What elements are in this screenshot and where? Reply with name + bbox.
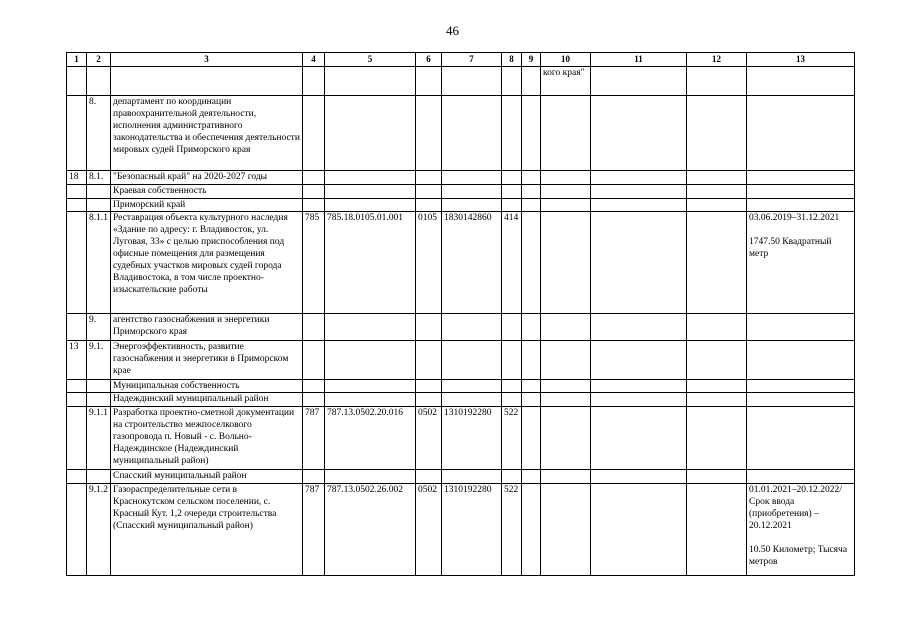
capacity-text: 1747.50 Квадратный метр	[749, 237, 832, 259]
column-header: 9	[522, 53, 541, 67]
cell-name: "Безопасный край" на 2020-2027 годы	[111, 171, 303, 185]
cell-col11	[591, 314, 687, 341]
cell-col11	[591, 96, 687, 171]
cell-target-article	[442, 380, 502, 393]
cell-col11	[591, 484, 687, 576]
cell-col12	[687, 484, 747, 576]
cell-number	[67, 185, 87, 199]
cell-col11	[591, 380, 687, 393]
cell-col13	[747, 67, 855, 96]
cell-number	[67, 96, 87, 171]
cell-expense-type	[502, 96, 522, 171]
cell-col10	[541, 341, 591, 380]
cell-expense-type: 522	[502, 407, 522, 470]
cell-col10	[541, 185, 591, 199]
cell-number: 18	[67, 171, 87, 185]
table-row	[67, 484, 855, 576]
cell-col11	[591, 393, 687, 407]
cell-col10	[541, 393, 591, 407]
cell-target-article	[442, 96, 502, 171]
cell-target-article	[442, 67, 502, 96]
cell-number	[67, 199, 87, 212]
cell-col10	[541, 171, 591, 185]
cell-number	[67, 314, 87, 341]
cell-col12	[687, 212, 747, 314]
cell-expense-type	[502, 67, 522, 96]
cell-col12	[687, 341, 747, 380]
cell-col9	[522, 484, 541, 576]
cell-col13	[747, 171, 855, 185]
cell-code	[87, 199, 111, 212]
cell-code: 8.1.	[87, 171, 111, 185]
cell-col9	[522, 470, 541, 484]
cell-expense-type	[502, 470, 522, 484]
cell-object-code	[325, 470, 416, 484]
cell-object-code	[325, 199, 416, 212]
cell-grbs	[303, 341, 325, 380]
cell-object-code	[325, 171, 416, 185]
cell-section	[416, 314, 442, 341]
cell-name	[111, 67, 303, 96]
cell-section: 0105	[416, 212, 442, 314]
cell-col12	[687, 393, 747, 407]
cell-expense-type	[502, 171, 522, 185]
cell-col10	[541, 199, 591, 212]
cell-code	[87, 380, 111, 393]
cell-col10	[541, 484, 591, 576]
column-header: 1	[67, 53, 87, 67]
cell-target-article	[442, 199, 502, 212]
cell-col13	[747, 341, 855, 380]
cell-col12	[687, 470, 747, 484]
cell-name: Энергоэффективность, развитие газоснабжения и энергетики в Приморском крае	[111, 341, 303, 380]
cell-section	[416, 470, 442, 484]
column-header: 11	[591, 53, 687, 67]
table-row	[67, 67, 855, 96]
cell-code	[87, 185, 111, 199]
cell-code: 9.1.2	[87, 484, 111, 576]
cell-code: 9.	[87, 314, 111, 341]
cell-col10	[541, 380, 591, 393]
cell-col10	[541, 212, 591, 314]
cell-col10	[541, 470, 591, 484]
cell-number	[67, 393, 87, 407]
cell-col13	[747, 407, 855, 470]
column-header: 4	[303, 53, 325, 67]
cell-expense-type	[502, 314, 522, 341]
cell-object-code	[325, 341, 416, 380]
cell-section: 0502	[416, 407, 442, 470]
cell-code	[87, 393, 111, 407]
cell-section	[416, 393, 442, 407]
cell-number	[67, 470, 87, 484]
header-row	[67, 53, 855, 67]
cell-col13	[747, 314, 855, 341]
data-table	[66, 52, 855, 576]
cell-col13	[747, 393, 855, 407]
cell-col9	[522, 212, 541, 314]
cell-col13	[747, 470, 855, 484]
cell-object-code: 787.13.0502.20.016	[325, 407, 416, 470]
table-row	[67, 393, 855, 407]
column-header: 10	[541, 53, 591, 67]
period-text: 03.06.2019–31.12.2021	[749, 213, 840, 223]
cell-grbs	[303, 96, 325, 171]
cell-expense-type	[502, 393, 522, 407]
cell-col9	[522, 380, 541, 393]
cell-object-code: 787.13.0502.26.002	[325, 484, 416, 576]
cell-object-code	[325, 380, 416, 393]
capacity-text: 10.50 Километр; Тысяча метров	[749, 545, 848, 567]
cell-col10	[541, 407, 591, 470]
cell-section	[416, 199, 442, 212]
cell-number	[67, 67, 87, 96]
table-row	[67, 407, 855, 470]
cell-expense-type	[502, 199, 522, 212]
page-number: 46	[446, 23, 459, 38]
cell-section	[416, 185, 442, 199]
cell-number	[67, 484, 87, 576]
cell-name: Краевая собственность	[111, 185, 303, 199]
cell-code	[87, 67, 111, 96]
cell-name: Приморский край	[111, 199, 303, 212]
table-row	[67, 314, 855, 341]
cell-target-article	[442, 185, 502, 199]
cell-col9	[522, 341, 541, 380]
cell-grbs	[303, 314, 325, 341]
cell-col10: кого края"	[541, 67, 591, 96]
cell-grbs	[303, 171, 325, 185]
column-header: 13	[747, 53, 855, 67]
cell-expense-type	[502, 341, 522, 380]
cell-expense-type	[502, 185, 522, 199]
cell-col9	[522, 314, 541, 341]
cell-name: Реставрация объекта культурного наследия «Здание по адресу: г. Владивосток, ул. Луговая, 33» с целью приспособления под офисные помещения для размещения судебных участков мировых судей города Владивостока, в том числе проектно-изыскательские работы	[111, 212, 303, 314]
table-row	[67, 199, 855, 212]
cell-col9	[522, 407, 541, 470]
cell-col12	[687, 67, 747, 96]
cell-section	[416, 96, 442, 171]
cell-target-article: 1310192280	[442, 407, 502, 470]
cell-target-article	[442, 341, 502, 380]
cell-grbs: 785	[303, 212, 325, 314]
cell-col13	[747, 96, 855, 171]
cell-name: агентство газоснабжения и энергетики Приморского края	[111, 314, 303, 341]
cell-col11	[591, 212, 687, 314]
table-row	[67, 212, 855, 314]
cell-col12	[687, 199, 747, 212]
cell-number	[67, 380, 87, 393]
cell-col12	[687, 407, 747, 470]
table-row	[67, 380, 855, 393]
cell-col9	[522, 185, 541, 199]
cell-col12	[687, 96, 747, 171]
cell-name: Газораспределительные сети в Краснокутском сельском поселении, с. Красный Кут. 1,2 очереди строительства (Спасский муниципальный район)	[111, 484, 303, 576]
cell-col9	[522, 393, 541, 407]
spacer	[749, 532, 852, 544]
cell-grbs: 787	[303, 484, 325, 576]
cell-target-article: 1830142860	[442, 212, 502, 314]
cell-col10	[541, 96, 591, 171]
cell-number	[67, 407, 87, 470]
cell-col13	[747, 199, 855, 212]
cell-section: 0502	[416, 484, 442, 576]
table-row	[67, 470, 855, 484]
cell-target-article	[442, 393, 502, 407]
cell-code: 8.1.1	[87, 212, 111, 314]
cell-expense-type	[502, 380, 522, 393]
cell-name: департамент по координации правоохранительной деятельности, исполнения административного законодательства и обеспечения деятельности мировых судей Приморского края	[111, 96, 303, 171]
cell-col12	[687, 171, 747, 185]
cell-col9	[522, 199, 541, 212]
cell-object-code	[325, 96, 416, 171]
cell-col11	[591, 67, 687, 96]
cell-object-code	[325, 185, 416, 199]
cell-section	[416, 341, 442, 380]
cell-col9	[522, 67, 541, 96]
column-header: 2	[87, 53, 111, 67]
cell-col9	[522, 96, 541, 171]
cell-code: 9.1.	[87, 341, 111, 380]
table-row	[67, 185, 855, 199]
cell-col11	[591, 185, 687, 199]
cell-name: Разработка проектно-сметной документации на строительство межпоселкового газопровода п. Новый - с. Вольно-Надеждинское (Надеждинский муниципальный район)	[111, 407, 303, 470]
cell-col13	[747, 185, 855, 199]
cell-target-article	[442, 314, 502, 341]
cell-target-article	[442, 470, 502, 484]
cell-col13	[747, 484, 855, 576]
cell-col11	[591, 171, 687, 185]
table-row	[67, 341, 855, 380]
cell-code	[87, 470, 111, 484]
cell-grbs	[303, 67, 325, 96]
table-row	[67, 96, 855, 171]
cell-name: Спасский муниципальный район	[111, 470, 303, 484]
cell-code: 9.1.1	[87, 407, 111, 470]
cell-target-article	[442, 171, 502, 185]
cell-col10	[541, 314, 591, 341]
cell-name: Муниципальная собственность	[111, 380, 303, 393]
cell-object-code	[325, 314, 416, 341]
cell-section	[416, 67, 442, 96]
period-text: 01.01.2021–20.12.2022/ Срок ввода (приобретения) – 20.12.2021	[749, 485, 842, 531]
cell-section	[416, 380, 442, 393]
cell-col13	[747, 212, 855, 314]
column-header: 6	[416, 53, 442, 67]
cell-number	[67, 212, 87, 314]
cell-grbs	[303, 199, 325, 212]
cell-col12	[687, 380, 747, 393]
cell-object-code	[325, 393, 416, 407]
cell-col11	[591, 470, 687, 484]
cell-expense-type: 414	[502, 212, 522, 314]
cell-name: Надеждинский муниципальный район	[111, 393, 303, 407]
column-header: 12	[687, 53, 747, 67]
cell-grbs	[303, 470, 325, 484]
cell-code: 8.	[87, 96, 111, 171]
cell-section	[416, 171, 442, 185]
column-header: 5	[325, 53, 416, 67]
cell-col12	[687, 185, 747, 199]
spacer	[749, 224, 852, 236]
column-header: 3	[111, 53, 303, 67]
cell-col11	[591, 199, 687, 212]
cell-object-code: 785.18.0105.01.001	[325, 212, 416, 314]
column-header: 7	[442, 53, 502, 67]
cell-target-article: 1310192280	[442, 484, 502, 576]
cell-grbs	[303, 185, 325, 199]
cell-object-code	[325, 67, 416, 96]
cell-grbs: 787	[303, 407, 325, 470]
cell-grbs	[303, 380, 325, 393]
cell-col11	[591, 407, 687, 470]
cell-col13	[747, 380, 855, 393]
cell-col9	[522, 171, 541, 185]
cell-col11	[591, 341, 687, 380]
cell-col12	[687, 314, 747, 341]
column-header: 8	[502, 53, 522, 67]
cell-grbs	[303, 393, 325, 407]
cell-expense-type: 522	[502, 484, 522, 576]
cell-number: 13	[67, 341, 87, 380]
table-row	[67, 171, 855, 185]
